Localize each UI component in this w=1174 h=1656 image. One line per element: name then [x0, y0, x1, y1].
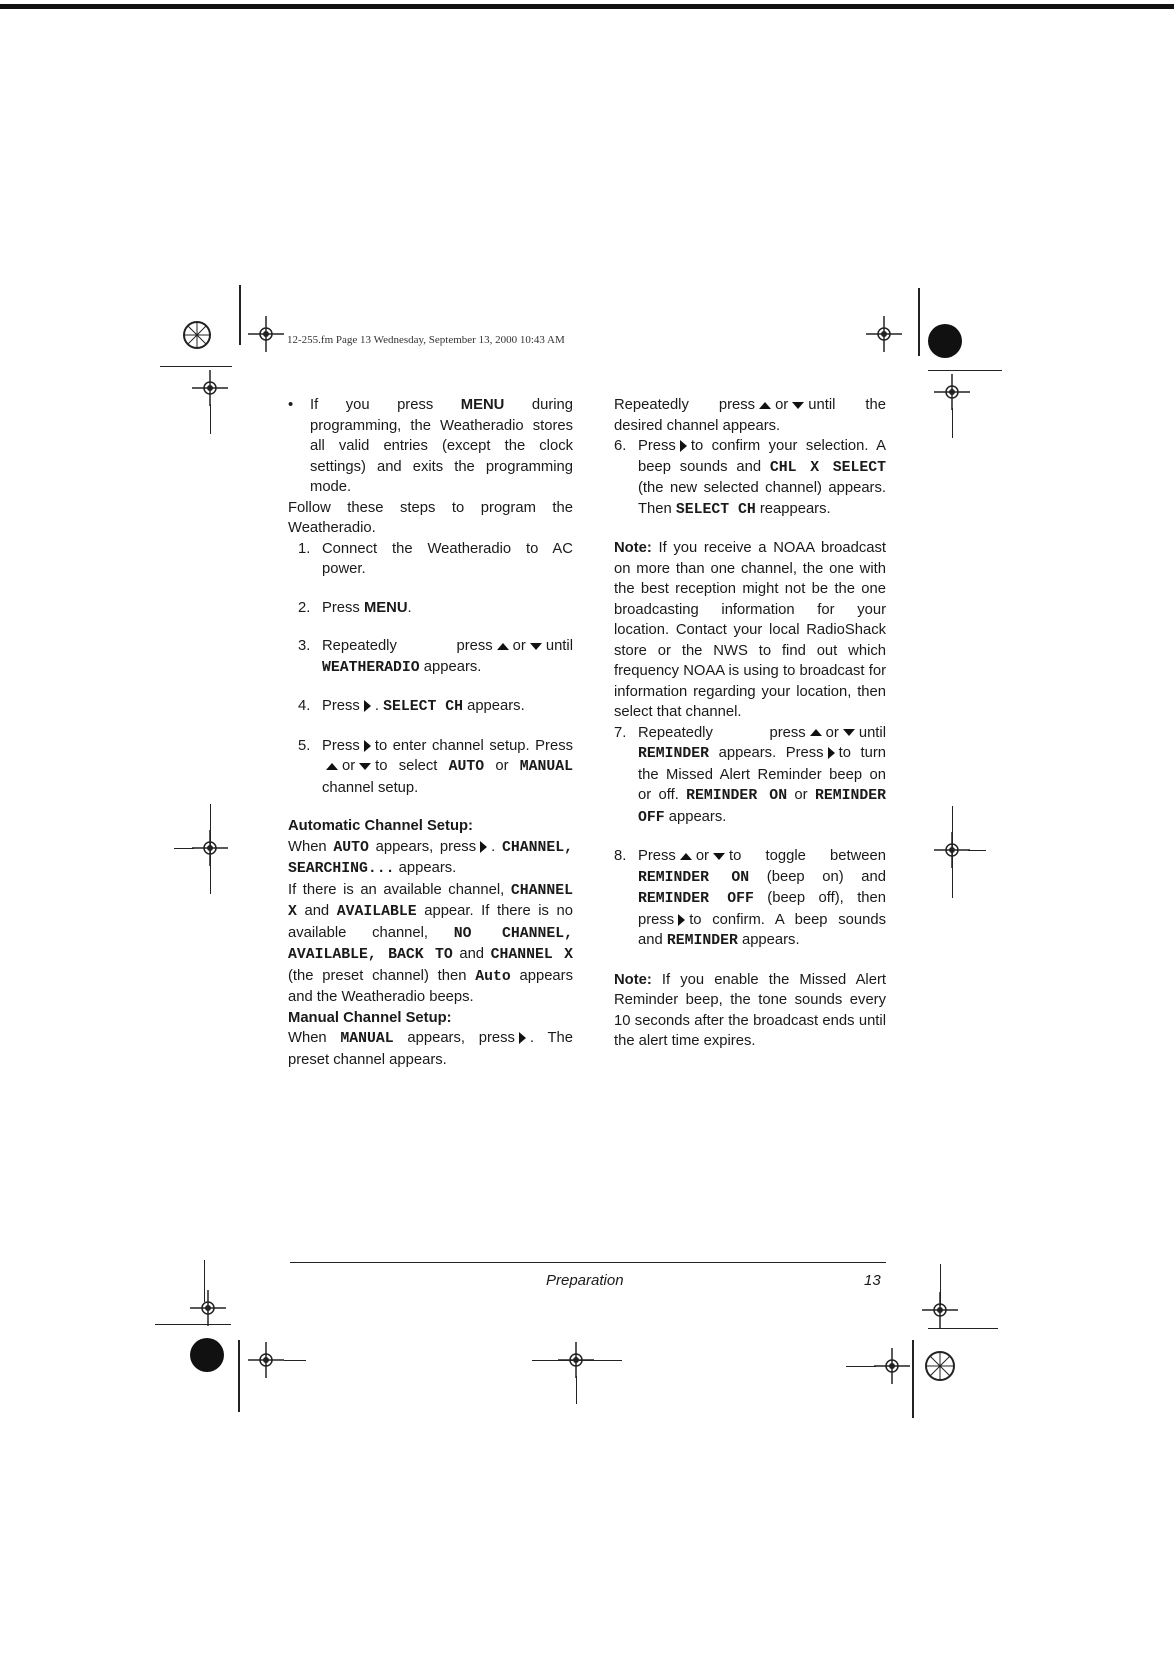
step-8	[614, 846, 886, 952]
body-text: appear. If there is no available channel,	[288, 903, 573, 941]
note-text: If you receive a NOAA broadcast on more than one channel, the one with the best reception might not be the one broadcasting information for your location. Contact your local RadioShack store or the NWS to find out which frequency NOAA is using to broadcast for information regarding your location, then select that channel.	[614, 540, 886, 720]
step-2	[288, 598, 573, 619]
crop-line	[928, 1328, 998, 1329]
right-arrow-icon	[364, 700, 371, 712]
body-text: appears, press	[393, 1030, 515, 1046]
crop-line	[968, 850, 986, 851]
running-header: 12-255.fm Page 13 Wednesday, September 13, 2000 10:43 AM	[287, 334, 565, 346]
lcd-text: REMINDER OFF	[638, 891, 754, 907]
right-arrow-icon	[364, 740, 371, 752]
crosshair-icon	[248, 316, 284, 352]
right-arrow-icon	[519, 1032, 526, 1044]
step-7	[614, 723, 886, 829]
step-text: to enter channel setup. Press	[374, 737, 573, 754]
note-label: Note:	[614, 971, 652, 988]
note-reminder	[614, 970, 886, 1052]
right-arrow-icon	[828, 747, 835, 759]
lcd-text: CHL X SELECT	[769, 459, 886, 476]
down-arrow-icon	[359, 763, 371, 770]
crop-line	[576, 1376, 577, 1404]
right-arrow-icon	[678, 914, 685, 926]
step-number: 7.	[614, 724, 627, 741]
step-text: appears. Press	[709, 745, 824, 761]
footer-section-title: Preparation	[546, 1272, 624, 1289]
crop-line	[846, 1366, 876, 1367]
down-arrow-icon	[792, 402, 804, 409]
step-text: to turn the Missed Alert Reminder beep on or off.	[638, 745, 886, 803]
body-text: appears and the Weatheradio beeps.	[288, 967, 573, 1005]
step-text: channel setup.	[322, 779, 419, 796]
step-text: to confirm your selection. A beep sounds and	[638, 438, 886, 475]
step-number: 6.	[614, 438, 627, 454]
step-text: until	[545, 638, 573, 654]
footer-rule	[290, 1262, 886, 1263]
note-text: If you enable the Missed Alert Reminder beep, the tone sounds every 10 seconds after the broadcast ends until the alert time expires.	[614, 971, 886, 1049]
step-text: or	[342, 758, 356, 774]
step-3	[288, 636, 573, 678]
step-text: Repeatedly press	[638, 724, 806, 741]
crop-line	[284, 1360, 306, 1361]
lcd-text: AVAILABLE	[336, 904, 417, 920]
intro-paragraph: Follow these steps to program the Weatheradio.	[288, 499, 573, 536]
manual-setup-heading: Manual Channel Setup:	[288, 1009, 452, 1026]
step-text: appears.	[664, 808, 727, 825]
lcd-text: AUTO	[333, 839, 369, 856]
body-text: or	[775, 397, 789, 413]
registration-dot-top-right	[928, 324, 962, 358]
step-number: 8.	[614, 848, 627, 864]
step-text: or	[695, 848, 709, 864]
up-arrow-icon	[680, 853, 692, 860]
steps-list	[288, 539, 573, 799]
crop-line	[952, 408, 953, 438]
step-text: appears.	[419, 658, 482, 675]
step-text: Press	[638, 848, 676, 864]
crosshair-icon	[192, 370, 228, 406]
crosshair-icon	[248, 1342, 284, 1378]
lcd-text: REMINDER	[638, 746, 710, 762]
body-text: If there is an available channel,	[288, 881, 511, 898]
step-text: Connect the Weatheradio to AC power.	[322, 540, 573, 577]
crop-line	[912, 1340, 914, 1418]
body-text: . The preset channel appears.	[288, 1030, 573, 1068]
lcd-text: CHANNEL X	[490, 947, 573, 963]
crop-line	[952, 806, 953, 898]
step-5	[288, 736, 573, 799]
starburst-icon	[182, 320, 212, 350]
step-text: until	[858, 724, 886, 741]
crop-line	[155, 1324, 231, 1325]
step-text: .	[407, 599, 412, 616]
body-text: (the preset channel) then	[288, 967, 476, 984]
continued-paragraph	[614, 395, 886, 436]
step-1	[288, 539, 573, 580]
step-text: to confirm. A beep sounds and	[638, 911, 886, 948]
bullet-text: If you press	[310, 397, 461, 413]
body-text: and	[296, 903, 337, 919]
step-number: 4.	[298, 698, 311, 714]
step-text: or	[484, 758, 520, 774]
body-text: and	[452, 946, 491, 962]
step-text: (beep off), then press	[638, 890, 887, 928]
step-text: Press	[322, 737, 360, 754]
lcd-text: REMINDER ON	[638, 869, 750, 886]
crop-line	[238, 1340, 240, 1412]
lcd-text: SELECT CH	[383, 699, 463, 715]
body-text: appears, press	[368, 838, 477, 855]
crosshair-icon	[866, 316, 902, 352]
note-reception	[614, 538, 886, 723]
step-text: Press	[322, 698, 360, 714]
crosshair-icon	[874, 1348, 910, 1384]
crop-line	[918, 288, 920, 356]
down-arrow-icon	[713, 853, 725, 860]
step-number: 3.	[298, 638, 311, 654]
up-arrow-icon	[810, 729, 822, 736]
manual-paragraph	[288, 1028, 573, 1070]
registration-mark-top-left	[182, 320, 212, 350]
lcd-text: REMINDER	[666, 933, 738, 949]
lcd-text: WEATHERADIO	[322, 659, 420, 676]
step-text: appears.	[737, 932, 800, 948]
up-arrow-icon	[326, 763, 338, 770]
down-arrow-icon	[530, 643, 542, 650]
left-column	[288, 395, 573, 1070]
lcd-text: AUTO	[448, 759, 485, 775]
note-label: Note:	[614, 540, 652, 556]
lcd-text: CHANNEL, SEARCHING...	[288, 839, 573, 877]
crosshair-icon	[922, 1292, 958, 1328]
lcd-text: Auto	[475, 968, 511, 985]
crop-line	[160, 366, 232, 367]
crosshair-icon	[190, 1290, 226, 1326]
crosshair-icon	[934, 374, 970, 410]
step-text: (beep on) and	[749, 868, 886, 885]
up-arrow-icon	[497, 643, 509, 650]
top-border-line	[0, 4, 1174, 9]
crop-line	[239, 285, 241, 345]
step-text: Press	[322, 599, 364, 616]
auto-paragraph-2	[288, 880, 573, 1008]
menu-bullet	[288, 395, 573, 498]
menu-key-label: MENU	[460, 397, 505, 413]
body-text: appears.	[394, 860, 457, 876]
body-text: When	[288, 838, 334, 855]
body-text: Repeatedly press	[614, 397, 756, 413]
step-text: or	[512, 638, 526, 654]
right-arrow-icon	[680, 440, 687, 452]
right-arrow-icon	[480, 841, 487, 853]
step-text: .	[374, 698, 384, 714]
lcd-text: MANUAL	[340, 1031, 394, 1047]
page-number: 13	[864, 1272, 881, 1289]
body-text: until the desired channel appears.	[614, 397, 886, 434]
crop-line	[210, 804, 211, 894]
body-text: .	[491, 838, 502, 855]
starburst-icon	[924, 1350, 956, 1382]
lcd-text: REMINDER ON	[686, 788, 788, 804]
step-text: to select	[375, 758, 449, 774]
down-arrow-icon	[843, 729, 855, 736]
step-text: to toggle between	[729, 848, 886, 864]
step-6	[614, 436, 886, 520]
registration-mark-bottom-right	[924, 1350, 956, 1382]
up-arrow-icon	[759, 402, 771, 409]
step-number: 5.	[298, 737, 311, 754]
step-text: or	[825, 724, 839, 741]
step-number: 2.	[298, 599, 311, 616]
auto-paragraph-1	[288, 837, 573, 880]
menu-key-label: MENU	[363, 599, 408, 616]
crop-line	[210, 404, 211, 434]
step-number: 1.	[298, 540, 311, 557]
step-text: Press	[638, 438, 676, 454]
step-text: Repeatedly press	[322, 638, 493, 654]
automatic-setup-heading: Automatic Channel Setup:	[288, 818, 473, 834]
registration-dot-bottom-left	[190, 1338, 224, 1372]
lcd-text: CHANNEL X	[288, 882, 573, 920]
step-text: appears.	[462, 698, 525, 714]
step-text: or	[787, 787, 815, 803]
step-4	[288, 696, 573, 718]
lcd-text: MANUAL	[519, 759, 573, 775]
body-text: When	[288, 1030, 341, 1046]
step-text: (the new selected channel) appears. Then	[638, 480, 886, 517]
crop-line	[928, 370, 1002, 371]
lcd-text: NO CHANNEL, AVAILABLE, BACK TO	[288, 925, 573, 963]
lcd-text: REMINDER OFF	[638, 788, 886, 826]
right-column	[614, 395, 886, 1052]
step-text: reappears.	[755, 500, 831, 517]
lcd-text: SELECT CH	[675, 501, 756, 518]
crop-line	[532, 1360, 622, 1361]
crop-line	[174, 848, 194, 849]
bullet-dot: •	[288, 397, 294, 413]
bullet-text-cont: during programming, the Weatheradio stores all valid entries (except the clock settings) and exits the programming mode.	[310, 397, 573, 495]
